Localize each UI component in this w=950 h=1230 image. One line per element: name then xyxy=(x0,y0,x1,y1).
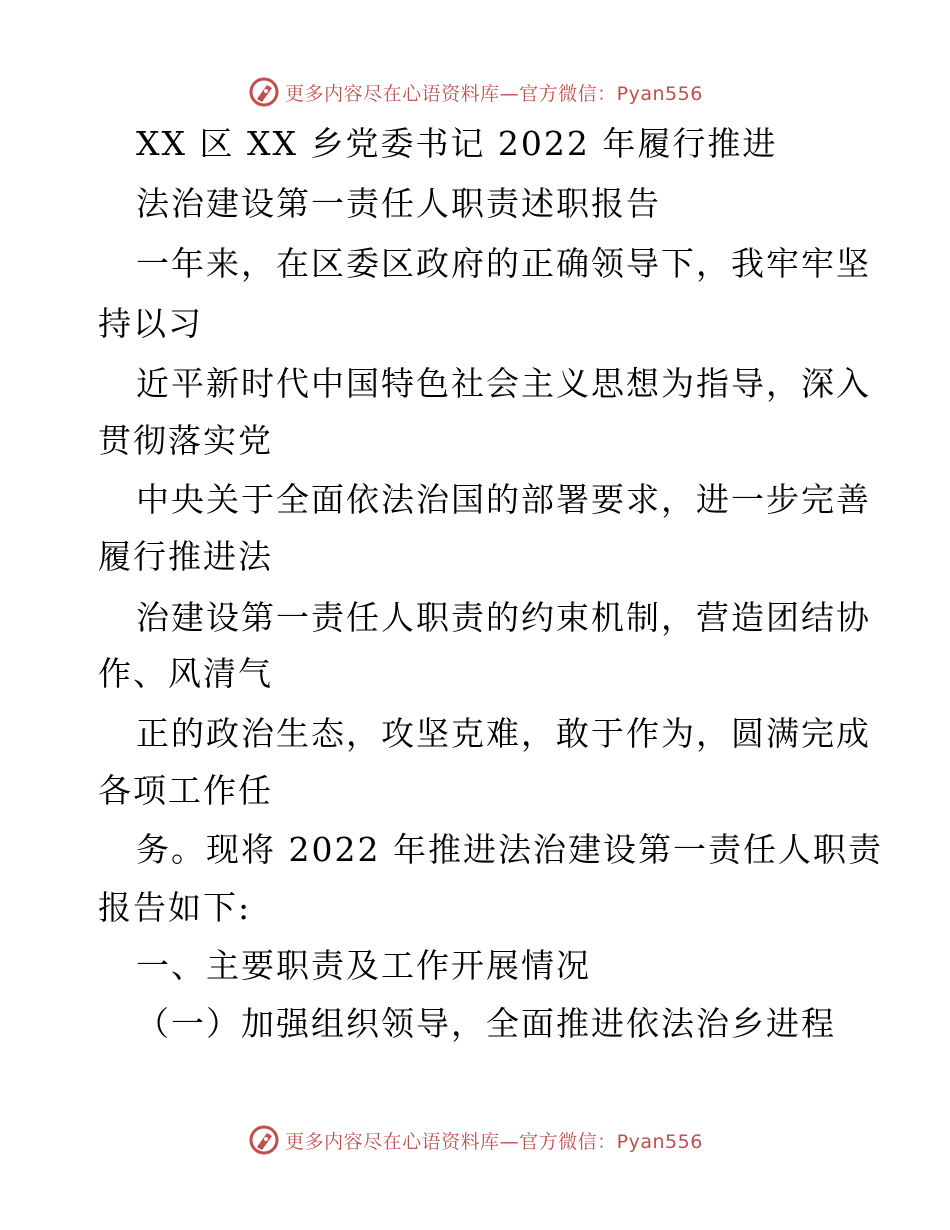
watermark-text: 更多内容尽在心语资料库—官方微信：Pyan556 xyxy=(285,1130,703,1153)
paragraph-line: 正的政治生态，攻坚克难，敢于作为，圆满完成 xyxy=(136,714,871,753)
title-line-2: 法治建设第一责任人职责述职报告 xyxy=(136,184,661,223)
title-line-1: XX 区 XX 乡党委书记 2022 年履行推进 xyxy=(136,124,778,163)
pen-nib-logo-icon xyxy=(247,75,281,109)
header-watermark xyxy=(0,72,950,112)
paragraph-line: 近平新时代中国特色社会主义思想为指导，深入 xyxy=(136,364,871,403)
pen-nib-logo-icon xyxy=(247,1123,281,1157)
paragraph-line: 中央关于全面依法治国的部署要求，进一步完善 xyxy=(136,480,871,519)
paragraph-line: 报告如下: xyxy=(98,888,252,927)
paragraph-line: 治建设第一责任人职责的约束机制，营造团结协 xyxy=(136,598,871,637)
paragraph-line: 作、风清气 xyxy=(98,654,273,693)
footer-watermark xyxy=(0,1120,950,1160)
paragraph-line: 持以习 xyxy=(98,304,203,343)
paragraph-line: 各项工作任 xyxy=(98,771,273,810)
paragraph-line: 一年来，在区委区政府的正确领导下，我牢牢坚 xyxy=(136,244,871,283)
watermark-text: 更多内容尽在心语资料库—官方微信：Pyan556 xyxy=(285,82,703,105)
paragraph-line: 贯彻落实党 xyxy=(98,421,273,460)
subsection-heading: （一）加强组织领导，全面推进依法治乡进程 xyxy=(136,1004,836,1043)
paragraph-line: 务。现将 2022 年推进法治建设第一责任人职责 xyxy=(136,830,883,869)
paragraph-line: 履行推进法 xyxy=(98,537,273,576)
section-heading: 一、主要职责及工作开展情况 xyxy=(136,946,591,985)
